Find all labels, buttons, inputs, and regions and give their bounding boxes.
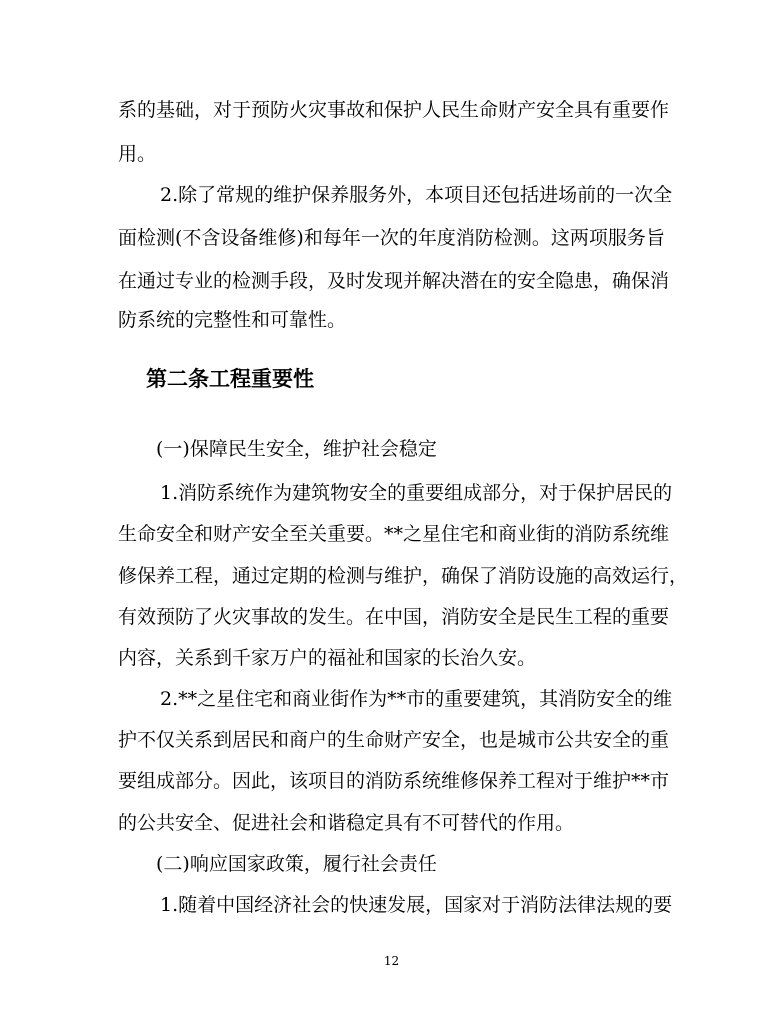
paragraph-line: 要组成部分。因此，该项目的消防系统维修保养工程对于维护**市 [118,770,670,792]
subsection-heading: (二)响应国家政策，履行社会责任 [156,853,437,875]
section-heading: 第二条工程重要性 [146,366,314,391]
paragraph-line: 在通过专业的检测手段，及时发现并解决潜在的安全隐患，确保消 [118,270,670,292]
paragraph-line: 2.除了常规的维护保养服务外，本项目还包括进场前的一次全 [160,184,673,206]
paragraph-line: 系的基础，对于预防火灾事故和保护人民生命财产安全具有重要作 [118,99,670,121]
paragraph-line: 用。 [118,143,157,165]
subsection-heading: (一)保障民生安全，维护社会稳定 [156,438,437,460]
paragraph-line: 护不仅关系到居民和商户的生命财产安全，也是城市公共安全的重 [118,729,670,751]
paragraph-line: 1.消防系统作为建筑物安全的重要组成部分，对于保护居民的 [160,482,673,504]
paragraph-line: 生命安全和财产安全至关重要。**之星住宅和商业街的消防系统维 [118,523,670,545]
paragraph-line: 内容，关系到千家万户的福祉和国家的长治久安。 [118,647,537,669]
paragraph-line: 面检测(不含设备维修)和每年一次的年度消防检测。这两项服务旨 [118,227,665,249]
paragraph-line: 有效预防了火灾事故的发生。在中国，消防安全是民生工程的重要 [118,606,670,628]
paragraph-line: 的公共安全、促进社会和谐稳定具有不可替代的作用。 [118,812,575,834]
paragraph-line: 1.随着中国经济社会的快速发展，国家对于消防法律法规的要 [160,894,673,916]
page-number: 12 [383,954,400,968]
paragraph-line: 修保养工程，通过定期的检测与维护，确保了消防设施的高效运行， [118,565,689,587]
paragraph-line: 防系统的完整性和可靠性。 [118,309,347,331]
paragraph-line: 2.**之星住宅和商业街作为**市的重要建筑，其消防安全的维 [160,688,673,710]
